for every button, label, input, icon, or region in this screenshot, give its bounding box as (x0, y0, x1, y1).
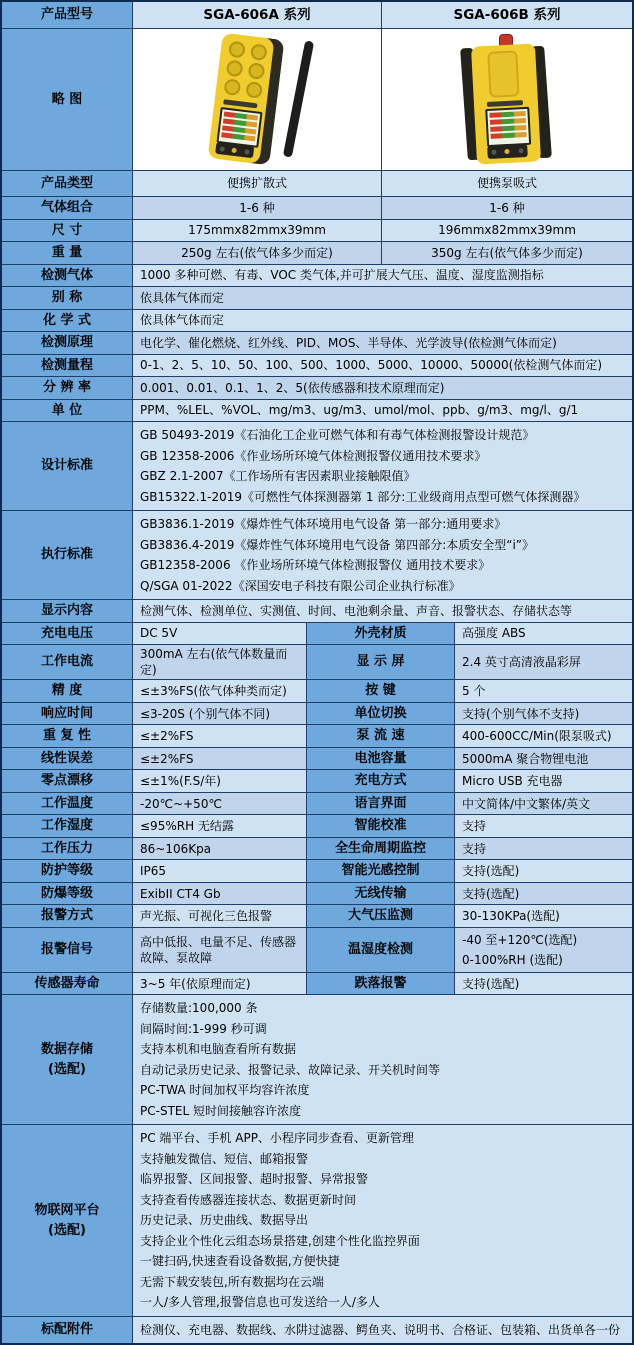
row-label: 重 复 性 (2, 725, 133, 748)
header-label: 产品型号 (2, 2, 133, 29)
storage-line: 间隔时间:1-999 秒可调 (140, 1021, 267, 1036)
row-label: 别 称 (2, 287, 133, 310)
row-value: ExibII CT4 Gb (133, 883, 307, 906)
row-value: 支持 (455, 838, 632, 861)
row-label: 智能校准 (307, 815, 455, 838)
row-value: 2.4 英寸高清液晶彩屏 (455, 645, 632, 680)
row-label: 执行标准 (2, 511, 133, 600)
row-label: 按 键 (307, 680, 455, 703)
sensor-grille-graphic (223, 40, 269, 98)
row-value: 300mA 左右(依气体数量而定) (133, 645, 307, 680)
row-value: 依具体气体而定 (133, 287, 632, 310)
row-value: ≤±2%FS (133, 748, 307, 771)
row-label: 传感器寿命 (2, 973, 133, 996)
row-working-current (2, 645, 632, 680)
row-label: 线性误差 (2, 748, 133, 771)
iot-line: 支持企业个性化云组态场景搭建,创建个性化监控界面 (140, 1233, 420, 1248)
row-label: 智能光感控制 (307, 860, 455, 883)
row-value-b: 196mmx82mmx39mm (382, 220, 632, 243)
row-detection-principle (2, 332, 632, 355)
row-value: 中文简体/中文繁体/英文 (455, 793, 632, 816)
row-label: 重 量 (2, 242, 133, 265)
row-label: 检测原理 (2, 332, 133, 355)
row-value (133, 1125, 632, 1317)
header-row (2, 2, 632, 29)
row-value: 高强度 ABS (455, 623, 632, 646)
row-value: 86~106Kpa (133, 838, 307, 861)
row-value: Micro USB 充电器 (455, 770, 632, 793)
row-accuracy (2, 680, 632, 703)
row-label: 显 示 屏 (307, 645, 455, 680)
storage-line: PC-STEL 短时间接触容许浓度 (140, 1103, 301, 1118)
iot-line: 一键扫码,快速查看设备数据,方便快捷 (140, 1254, 340, 1269)
iot-line: 无需下载安装包,所有数据均在云端 (140, 1274, 324, 1289)
row-zero-drift (2, 770, 632, 793)
row-value: 检测仪、充电器、数据线、水阱过滤器、鳄鱼夹、说明书、合格证、包装箱、出货单各一份 (133, 1317, 632, 1343)
row-label: 显示内容 (2, 600, 133, 623)
storage-line: 支持本机和电脑查看所有数据 (140, 1042, 297, 1057)
storage-line: 存储数量:100,000 条 (140, 1001, 258, 1016)
row-value: IP65 (133, 860, 307, 883)
value-line: -40 至+120℃(选配) (462, 932, 578, 947)
row-value (133, 511, 632, 600)
model-b-header: SGA-606B 系列 (382, 2, 632, 29)
device-b-keypad-graphic (487, 143, 528, 158)
row-label: 气体组合 (2, 197, 133, 220)
row-label: 报警方式 (2, 905, 133, 928)
row-value (133, 422, 632, 511)
device-photo-sga606b (452, 34, 562, 166)
device-photo-sga606a (197, 34, 317, 166)
row-value (455, 928, 632, 973)
row-value: -20℃~+50℃ (133, 793, 307, 816)
row-label: 报警信号 (2, 928, 133, 973)
row-data-storage (2, 995, 632, 1125)
row-resolution (2, 377, 632, 400)
row-response-time (2, 703, 632, 726)
row-label: 分 辨 率 (2, 377, 133, 400)
row-value: ≤±1%(F.S/年) (133, 770, 307, 793)
row-alarm-signals (2, 928, 632, 973)
row-label: 单位切换 (307, 703, 455, 726)
device-photo-sga606b-cell (382, 29, 632, 171)
row-label: 充电方式 (307, 770, 455, 793)
row-value: 5000mA 聚合物锂电池 (455, 748, 632, 771)
row-label: 大气压监测 (307, 905, 455, 928)
row-value-b: 350g 左右(依气体多少而定) (382, 242, 632, 265)
row-alarm-mode (2, 905, 632, 928)
row-label: 设计标准 (2, 422, 133, 511)
row-value: 声光振、可视化三色报警 (133, 905, 307, 928)
row-label: 精 度 (2, 680, 133, 703)
value-line: 0-100%RH (选配) (462, 952, 563, 967)
standard-line: GB15322.1-2019《可燃性气体探测器第 1 部分:工业级商用点型可燃气体探测器》 (140, 489, 586, 504)
row-sensor-life (2, 973, 632, 996)
row-label: 单 位 (2, 400, 133, 423)
device-photo-sga606a-cell (133, 29, 382, 171)
row-value-a: 175mmx82mmx39mm (133, 220, 382, 243)
row-iot-platform (2, 1125, 632, 1317)
row-label: 零点漂移 (2, 770, 133, 793)
row-label: 无线传输 (307, 883, 455, 906)
standard-line: GB 50493-2019《石油化工企业可燃气体和有毒气体检测报警设计规范》 (140, 428, 535, 442)
device-a-screen-graphic (216, 106, 262, 147)
row-protection-rating (2, 860, 632, 883)
row-label (2, 1125, 133, 1317)
standard-line: GB3836.4-2019《爆炸性气体环境用电气设备 第四部分:本质安全型“i”》 (140, 537, 535, 552)
row-dimensions (2, 220, 632, 243)
row-value: PPM、%LEL、%VOL、mg/m3、ug/m3、umol/mol、ppb、g/m3、mg/l、g/1 (133, 400, 632, 423)
row-design-standards (2, 422, 632, 511)
row-standard-accessories (2, 1317, 632, 1343)
row-detected-gases (2, 265, 632, 288)
row-value: 3~5 年(依原理而定) (133, 973, 307, 996)
row-label: 产品类型 (2, 171, 133, 197)
sketch-label: 略 图 (2, 29, 133, 171)
row-value: 支持(选配) (455, 860, 632, 883)
row-label: 防护等级 (2, 860, 133, 883)
row-value: 0.001、0.01、0.1、1、2、5(依传感器和技术原理而定) (133, 377, 632, 400)
row-label: 语言界面 (307, 793, 455, 816)
iot-line: 历史记录、历史曲线、数据导出 (140, 1213, 309, 1228)
iot-line: 临界报警、区间报警、超时报警、异常报警 (140, 1172, 369, 1187)
brand-bar-graphic (223, 99, 257, 108)
row-value: 400-600CC/Min(限泵吸式) (455, 725, 632, 748)
standard-line: GB12358-2006 《作业场所环境气体检测报警仪 通用技术要求》 (140, 558, 491, 572)
row-repeatability (2, 725, 632, 748)
row-label: 泵 流 速 (307, 725, 455, 748)
row-label: 电池容量 (307, 748, 455, 771)
row-value: 依具体气体而定 (133, 310, 632, 333)
iot-line: PC 端平台、手机 APP、小程序同步查看、更新管理 (140, 1131, 414, 1146)
row-units (2, 400, 632, 423)
row-value: ≤3-20S (个别气体不同) (133, 703, 307, 726)
row-value: 支持(选配) (455, 973, 632, 996)
row-value: 支持(个别气体不支持) (455, 703, 632, 726)
row-value: 30-130KPa(选配) (455, 905, 632, 928)
label-line: (选配) (48, 1222, 86, 1238)
row-gas-combination (2, 197, 632, 220)
brand-bar-graphic (487, 100, 523, 107)
row-label: 检测量程 (2, 355, 133, 378)
row-value-b: 便携泵吸式 (382, 171, 632, 197)
row-label: 标配附件 (2, 1317, 133, 1343)
row-value: 0-1、2、5、10、50、100、500、1000、5000、10000、50000(依检测气体而定) (133, 355, 632, 378)
row-value: 1000 多种可燃、有毒、VOC 类气体,并可扩展大气压、温度、湿度监测指标 (133, 265, 632, 288)
row-value: ≤±2%FS (133, 725, 307, 748)
storage-line: PC-TWA 时间加权平均容许浓度 (140, 1083, 310, 1098)
row-linearity-error (2, 748, 632, 771)
row-label: 化 学 式 (2, 310, 133, 333)
row-chemical-formula (2, 310, 632, 333)
label-line: 物联网平台 (34, 1203, 100, 1219)
row-label: 工作湿度 (2, 815, 133, 838)
row-display-content (2, 600, 632, 623)
row-value-b: 1-6 种 (382, 197, 632, 220)
row-weight (2, 242, 632, 265)
standard-line: GB 12358-2006《作业场所环境气体检测报警仪通用技术要求》 (140, 448, 487, 463)
row-product-type (2, 171, 632, 197)
row-working-pressure (2, 838, 632, 861)
row-label: 工作温度 (2, 793, 133, 816)
row-execution-standards (2, 511, 632, 600)
sketch-row (2, 29, 632, 171)
device-a-body (208, 32, 285, 165)
row-label: 外壳材质 (307, 623, 455, 646)
row-label (2, 995, 133, 1125)
row-detection-range (2, 355, 632, 378)
row-value: 5 个 (455, 680, 632, 703)
row-value: 高中低报、电量不足、传感器故障、泵故障 (133, 928, 307, 973)
row-value-a: 250g 左右(依气体多少而定) (133, 242, 382, 265)
iot-line: 一人/多人管理,报警信息也可发送给一人/多人 (140, 1295, 380, 1310)
row-label: 尺 寸 (2, 220, 133, 243)
row-value: 支持(选配) (455, 883, 632, 906)
row-value: DC 5V (133, 623, 307, 646)
row-value: ≤95%RH 无结露 (133, 815, 307, 838)
row-label: 充电电压 (2, 623, 133, 646)
row-label: 工作压力 (2, 838, 133, 861)
row-label: 跌落报警 (307, 973, 455, 996)
row-working-humidity (2, 815, 632, 838)
row-value: ≤±3%FS(依气体种类而定) (133, 680, 307, 703)
row-label: 防爆等级 (2, 883, 133, 906)
row-value (133, 995, 632, 1125)
row-label: 工作电流 (2, 645, 133, 680)
iot-line: 支持触发微信、短信、邮箱报警 (140, 1151, 309, 1166)
antenna-graphic (283, 40, 314, 158)
label-line: 数据存储 (40, 1042, 93, 1058)
row-value-a: 1-6 种 (133, 197, 382, 220)
storage-line: 自动记录历史记录、报警记录、故障记录、开关机时间等 (140, 1062, 441, 1077)
row-label: 响应时间 (2, 703, 133, 726)
row-value: 检测气体、检测单位、实测值、时间、电池剩余量、声音、报警状态、存储状态等 (133, 600, 632, 623)
standard-line: GB3836.1-2019《爆炸性气体环境用电气设备 第一部分:通用要求》 (140, 517, 507, 531)
row-explosion-proof-rating (2, 883, 632, 906)
device-b-body (471, 43, 541, 164)
row-label: 温湿度检测 (307, 928, 455, 973)
row-working-temperature (2, 793, 632, 816)
row-label: 检测气体 (2, 265, 133, 288)
device-b-screen-graphic (485, 106, 531, 146)
row-value: 电化学、催化燃烧、红外线、PID、MOS、半导体、光学波导(依检测气体而定) (133, 332, 632, 355)
standard-line: Q/SGA 01-2022《深国安电子科技有限公司企业执行标准》 (140, 578, 461, 593)
model-a-header: SGA-606A 系列 (133, 2, 382, 29)
row-charge-voltage (2, 623, 632, 646)
row-label: 全生命周期监控 (307, 838, 455, 861)
standard-line: GBZ 2.1-2007《工作场所有害因素职业接触限值》 (140, 469, 416, 483)
row-alias (2, 287, 632, 310)
row-value-a: 便携扩散式 (133, 171, 382, 197)
label-line: (选配) (48, 1061, 86, 1077)
row-value: 支持 (455, 815, 632, 838)
iot-line: 支持查看传感器连接状态、数据更新时间 (140, 1192, 357, 1207)
device-b-panel-graphic (487, 50, 519, 98)
